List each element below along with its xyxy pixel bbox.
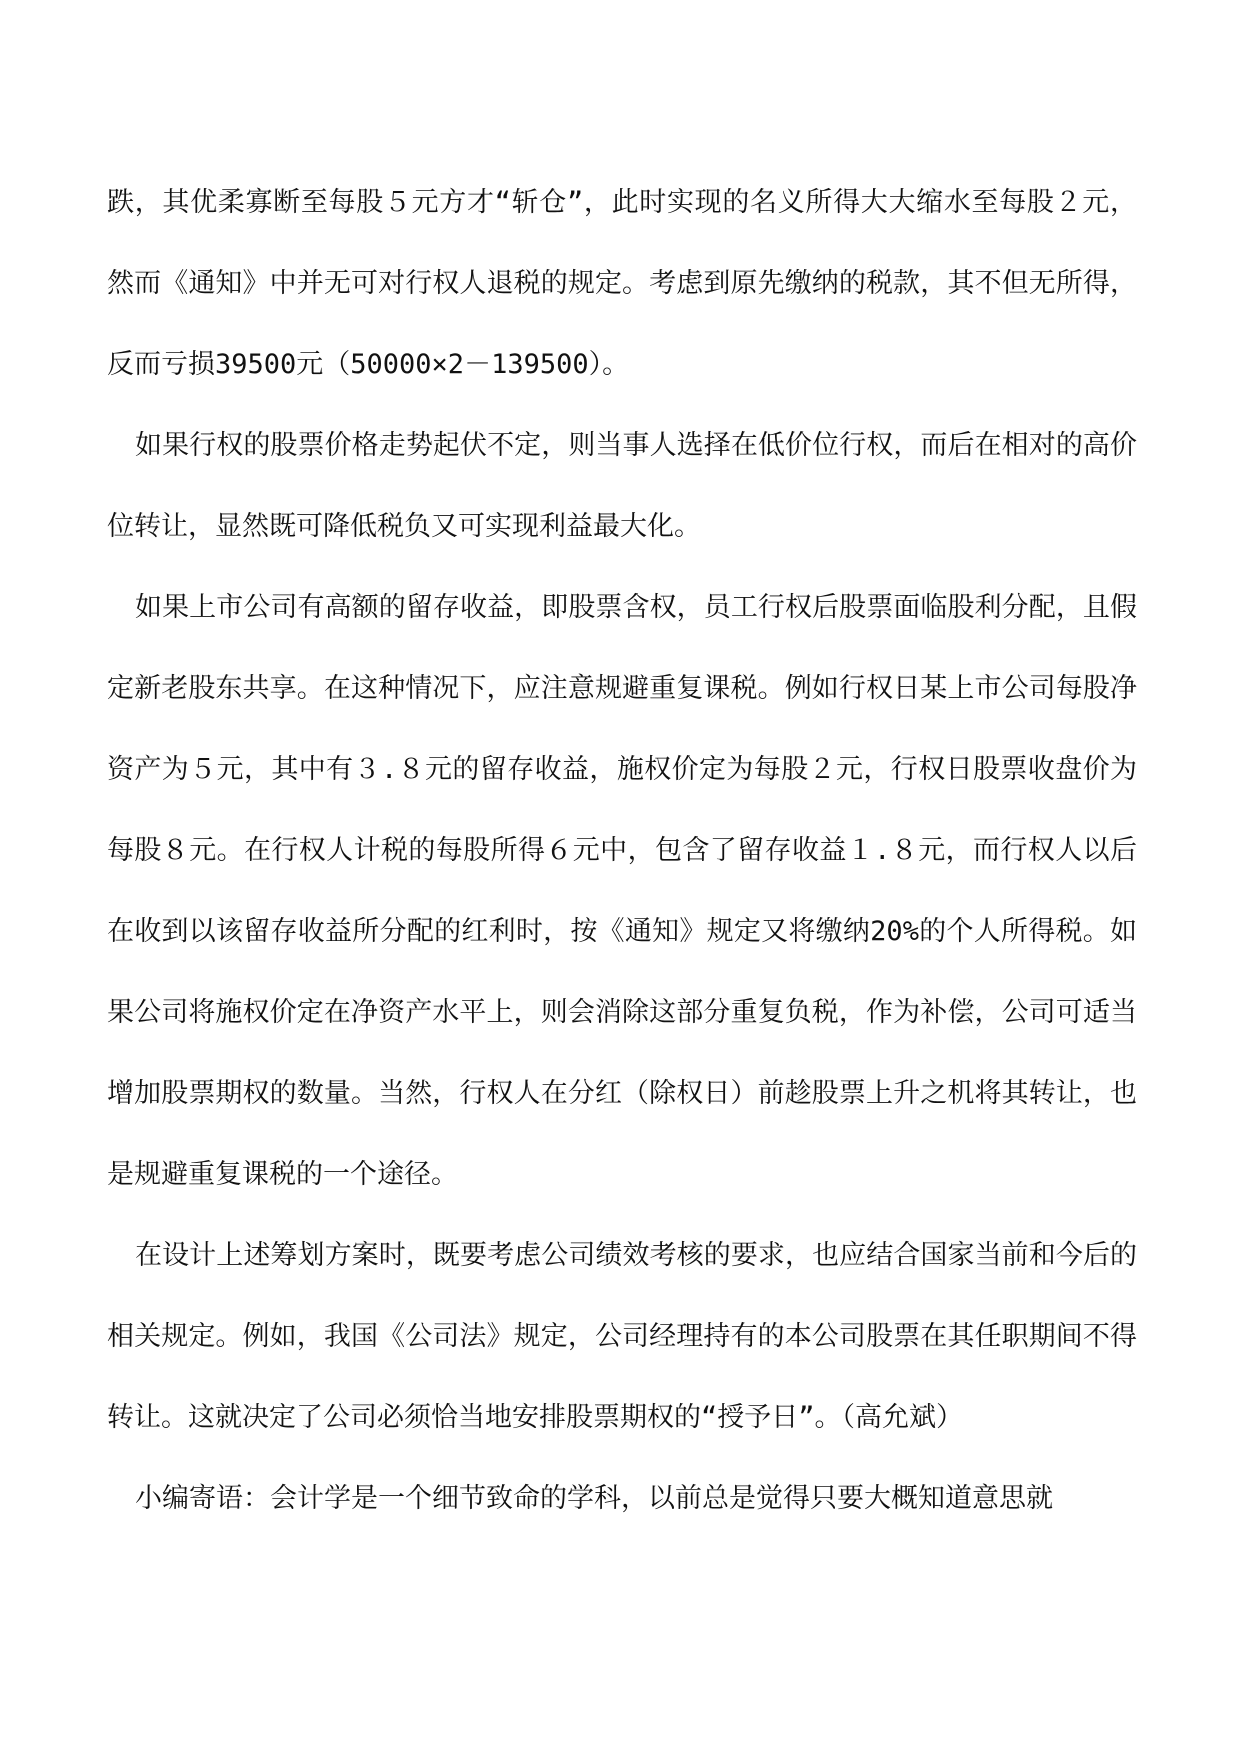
paragraph-5: 小编寄语：会计学是一个细节致命的学科，以前总是觉得只要大概知道意思就 [135, 1483, 1053, 1514]
paragraph-3: 如果上市公司有高额的留存收益，即股票含权，员工行权后股票面临股利分配，且假定新老股东共享。在这种情况下，应注意规避重复课税。例如行权日某上市公司每股净资产为５元，其中有３.８元的留存收益，施权价定为每股２元，行权日股票收盘价为每股８元。在行权人计税的每股所得６元中，包含了留存收益１.８元，而行权人以后在收到以该留存收益所分配的红利时，按《通知》规定又将缴纳20%的个人所得税。如果公司将施权价定在净资产水平上，则会消除这部分重复负税，作为补偿，公司可适当增加股票期权的数量。当然，行权人在分红（除权日）前趁股票上升之机将其转让，也是规避重复课税的一个途径。 [107, 592, 1137, 1190]
paragraph-2: 如果行权的股票价格走势起伏不定，则当事人选择在低价位行权，而后在相对的高价位转让，显然既可降低税负又可实现利益最大化。 [107, 430, 1137, 542]
document-body [107, 162, 1137, 1539]
paragraph-1: 跌，其优柔寡断至每股５元方才“斩仓”，此时实现的名义所得大大缩水至每股２元，然而《通知》中并无可对行权人退税的规定。考虑到原先缴纳的税款，其不但无所得，反而亏损39500元（50000×2－139500）。 [107, 187, 1137, 380]
paragraph-4: 在设计上述筹划方案时，既要考虑公司绩效考核的要求，也应结合国家当前和今后的相关规定。例如，我国《公司法》规定，公司经理持有的本公司股票在其任职期间不得转让。这就决定了公司必须恰当地安排股票期权的“授予日”。（高允斌） [107, 1240, 1137, 1433]
